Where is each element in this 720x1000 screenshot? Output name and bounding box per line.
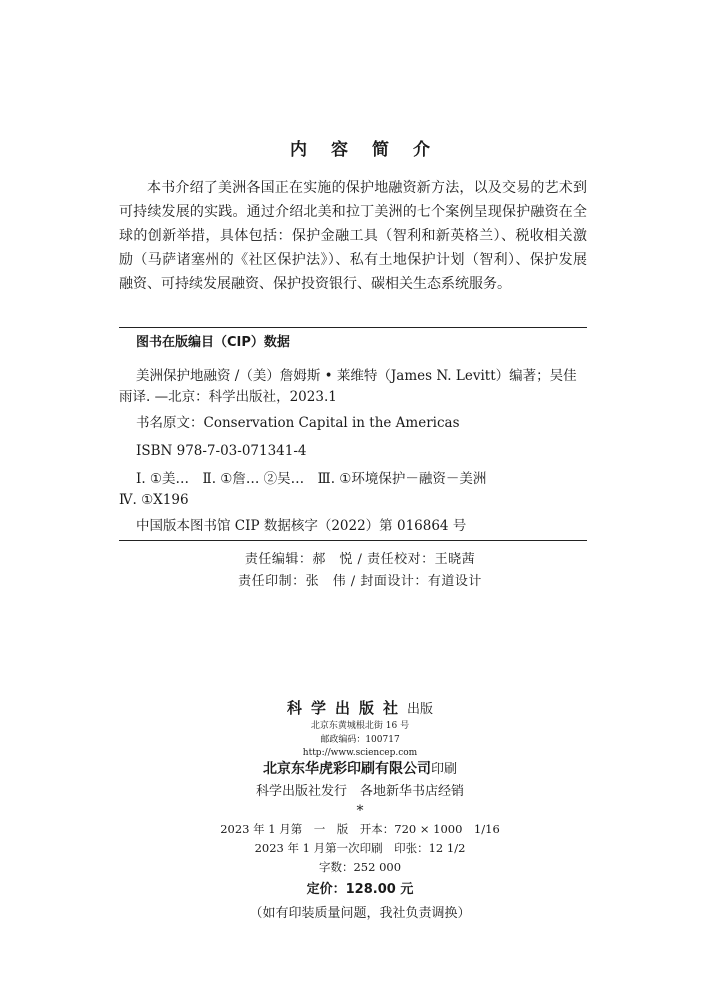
library-record: 中国版本图书馆 CIP 数据核字（2022）第 016864 号 [136, 518, 467, 534]
classification [119, 469, 587, 511]
printer-line [0, 758, 720, 778]
publisher-postcode: 邮政编码：100717 [320, 735, 400, 745]
title-char: 简 [372, 140, 389, 160]
word-count: 字数：252 000 [318, 860, 402, 874]
publisher-address: 北京东黄城根北街 16 号 [310, 721, 410, 731]
editor-line: 责任编辑：郝 悦 / 责任校对：王晓茜 [244, 552, 476, 567]
original-title: 书名原文：Conservation Capital in the Americas [136, 415, 460, 431]
isbn: ISBN 978-7-03-071341-4 [136, 443, 307, 459]
editor-line: 责任印制：张 伟 / 封面设计：有道设计 [238, 574, 482, 589]
editor-credits [0, 549, 720, 593]
title-char: 介 [413, 140, 430, 160]
classification-line: Ⅳ. ①X196 [119, 492, 189, 508]
printer-suffix: 印刷 [430, 762, 457, 777]
summary-paragraph: 本书介绍了美洲各国正在实施的保护地融资新方法，以及交易的艺术到可持续发展的实践。通过介绍北美和拉丁美洲的七个案例呈现保护融资在全球的创新举措，具体包括：保护金融工具（智利和新英格兰）、税收相关激励（马萨诸塞州的《社区保护法》）、私有土地保护计划（智利）、保护发展融资、可持续发展融资、保护投资银行、碳相关生态系统服务。 [119, 180, 587, 292]
cip-entry [119, 366, 587, 408]
printer-name: 北京东华虎彩印刷有限公司 [262, 761, 431, 777]
quality-notice: （如有印装质量问题，我社负责调换） [249, 906, 471, 921]
classification-line: Ⅰ. ①美… Ⅱ. ①詹… ②吴… Ⅲ. ①环境保护－融资－美洲 [136, 471, 487, 487]
price: 定价：128.00 元 [306, 882, 414, 897]
cip-entry-line: 美洲保护地融资 /（美）詹姆斯 • 莱维特（James N. Levitt）编著；吴佳 [136, 368, 577, 384]
cip-bottom-rule [119, 540, 587, 541]
cip-heading: 图书在版编目（CIP）数据 [136, 335, 290, 350]
distribution-line: 科学出版社发行 各地新华书店经销 [255, 784, 464, 799]
printing-line: 2023 年 1 月第一次印刷 印张：12 1/2 [254, 841, 466, 855]
title-char: 内 [290, 140, 307, 160]
separator-asterisk: * [356, 803, 364, 819]
publisher-name: 科学出版社 [286, 699, 407, 717]
publisher-suffix: 出版 [407, 702, 434, 717]
edition-line: 2023 年 1 月第 一 版 开本：720 × 1000 1/16 [220, 822, 500, 836]
publisher-line [0, 697, 720, 718]
cip-top-rule [119, 327, 587, 328]
title-char: 容 [331, 140, 348, 160]
page-title [0, 135, 720, 160]
cip-entry-line: 雨译. —北京：科学出版社，2023.1 [119, 389, 337, 405]
publisher-website: http://www.sciencep.com [302, 748, 418, 758]
summary-text [119, 176, 587, 296]
